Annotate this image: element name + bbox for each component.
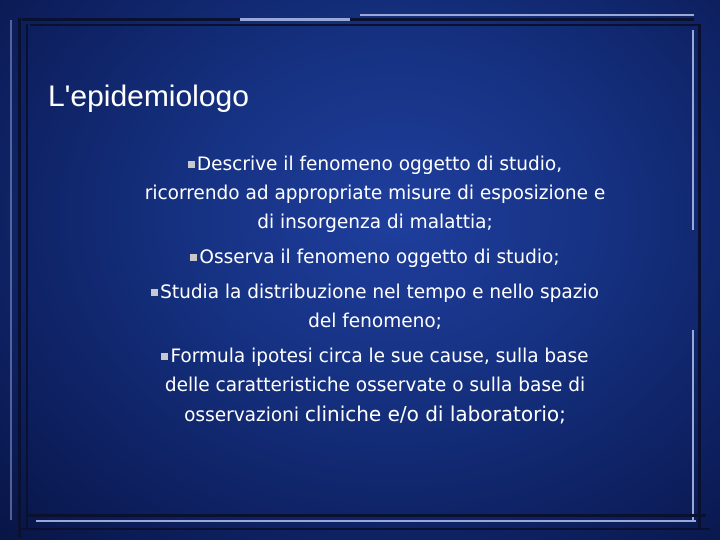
frame-right-line [698, 24, 701, 529]
bullet-text: Formula ipotesi circa le sue cause, sulla base delle caratteristiche osservate o sulla base di osservazioni [164, 346, 589, 426]
bullet-text-emphasis: cliniche e/o di laboratorio; [304, 402, 566, 426]
bullet-item-formulate [140, 342, 610, 430]
bullet-text: Studia la distribuzione nel tempo e nello spazio del fenomeno; [160, 282, 599, 332]
bullet-item-study [140, 278, 610, 336]
square-bullet-icon [190, 254, 197, 261]
bullet-item-describe [140, 150, 610, 237]
bullet-list [140, 150, 610, 436]
bullet-text: Descrive il fenomeno oggetto di studio, ricorrendo ad appropriate misure di esposizione e di insorgenza di malattia; [144, 154, 606, 233]
frame-top-light-line [240, 18, 350, 21]
slide-title: L'epidemiologo [48, 80, 249, 113]
frame-left-light-line [10, 20, 12, 520]
frame-right-light-line-lower [692, 330, 694, 520]
square-bullet-icon [161, 353, 168, 360]
bullet-text: Osserva il fenomeno oggetto di studio; [199, 247, 560, 268]
square-bullet-icon [188, 161, 195, 168]
bullet-item-observe [140, 243, 610, 272]
frame-top-light-line-right [360, 14, 694, 16]
frame-right-light-line [692, 30, 694, 230]
frame-bottom-outer-line [20, 528, 710, 530]
frame-bottom-line [26, 514, 706, 517]
frame-left-inner-line [26, 24, 28, 529]
frame-top-inner-line [30, 24, 700, 26]
frame-bottom-light-line [36, 520, 696, 522]
frame-left-line [18, 18, 21, 538]
frame-top-line [22, 18, 694, 21]
square-bullet-icon [151, 289, 158, 296]
